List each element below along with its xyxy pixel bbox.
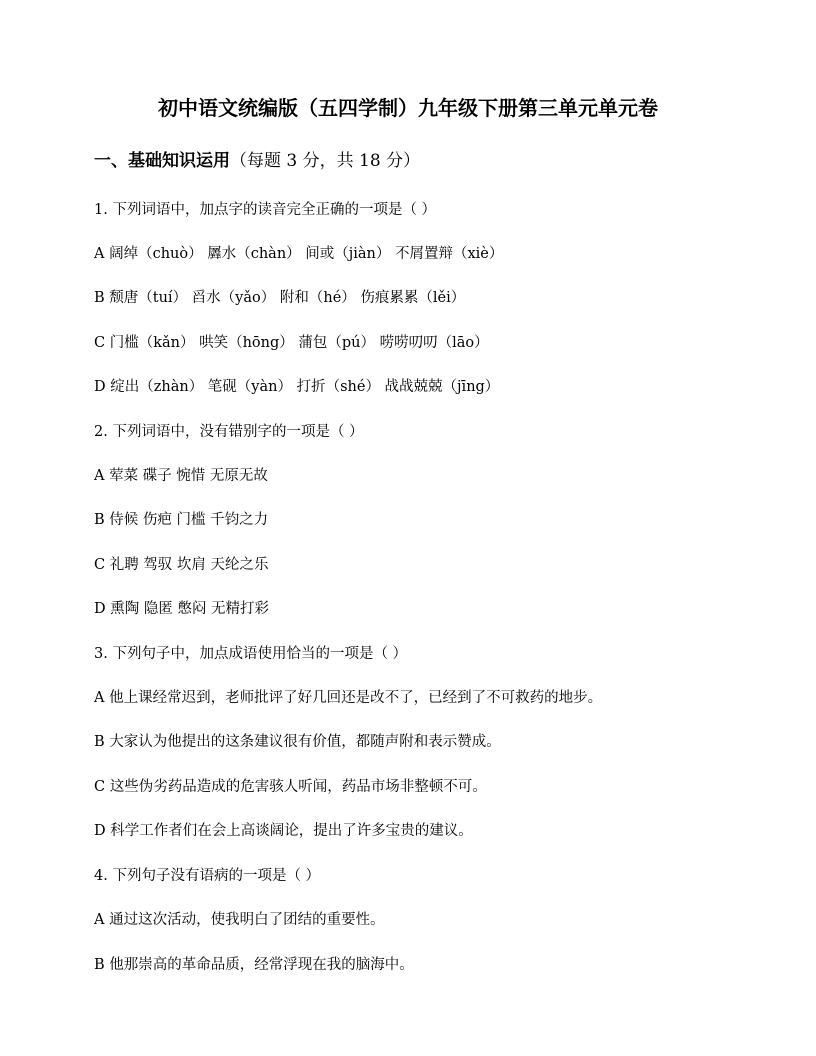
question-2-option-b: B 侍候 伤疤 门槛 千钧之力	[94, 512, 269, 528]
question-4-option-a: A 通过这次活动，使我明白了团结的重要性。	[94, 912, 385, 928]
question-2-option-c: C 礼聘 驾驭 坎肩 天纶之乐	[94, 557, 269, 573]
question-4-option-b: B 他那崇高的革命品质，经常浮现在我的脑海中。	[94, 957, 414, 973]
section-heading-note: （每题 3 分，共 18 分）	[230, 151, 421, 171]
question-1-option-b: B 颓唐（tuí） 舀水（yǎo） 附和（hé） 伤痕累累（lěi）	[94, 290, 466, 306]
question-3-option-d: D 科学工作者们在会上高谈阔论，提出了许多宝贵的建议。	[94, 823, 473, 839]
section-heading	[94, 148, 420, 174]
question-2-stem: 2. 下列词语中，没有错别字的一项是（ ）	[94, 424, 364, 440]
question-1-option-a: A 阔绰（chuò） 羼水（chàn） 间或（jiàn） 不屑置辩（xiè）	[94, 246, 504, 262]
question-2-option-a: A 荤菜 碟子 惋惜 无原无故	[94, 468, 268, 484]
question-2-option-d: D 熏陶 隐匿 憋闷 无精打彩	[94, 601, 270, 617]
question-3-option-a: A 他上课经常迟到，老师批评了好几回还是改不了，已经到了不可救药的地步。	[94, 690, 603, 706]
question-3-option-b: B 大家认为他提出的这条建议很有价值，都随声附和表示赞成。	[94, 734, 501, 750]
question-4-stem: 4. 下列句子没有语病的一项是（ ）	[94, 868, 321, 884]
question-1-option-d: D 绽出（zhàn） 笔砚（yàn） 打折（shé） 战战兢兢（jīng）	[94, 379, 500, 395]
question-1-stem: 1. 下列词语中，加点字的读音完全正确的一项是（ ）	[94, 202, 437, 218]
document-title: 初中语文统编版（五四学制）九年级下册第三单元单元卷	[158, 96, 658, 120]
question-3-option-c: C 这些伪劣药品造成的危害骇人听闻，药品市场非整顿不可。	[94, 779, 487, 795]
question-3-stem: 3. 下列句子中，加点成语使用恰当的一项是（ ）	[94, 646, 408, 662]
question-1-option-c: C 门槛（kǎn） 哄笑（hōng） 蒲包（pú） 唠唠叨叨（lāo）	[94, 335, 489, 351]
section-heading-label: 一、基础知识运用	[94, 151, 230, 171]
